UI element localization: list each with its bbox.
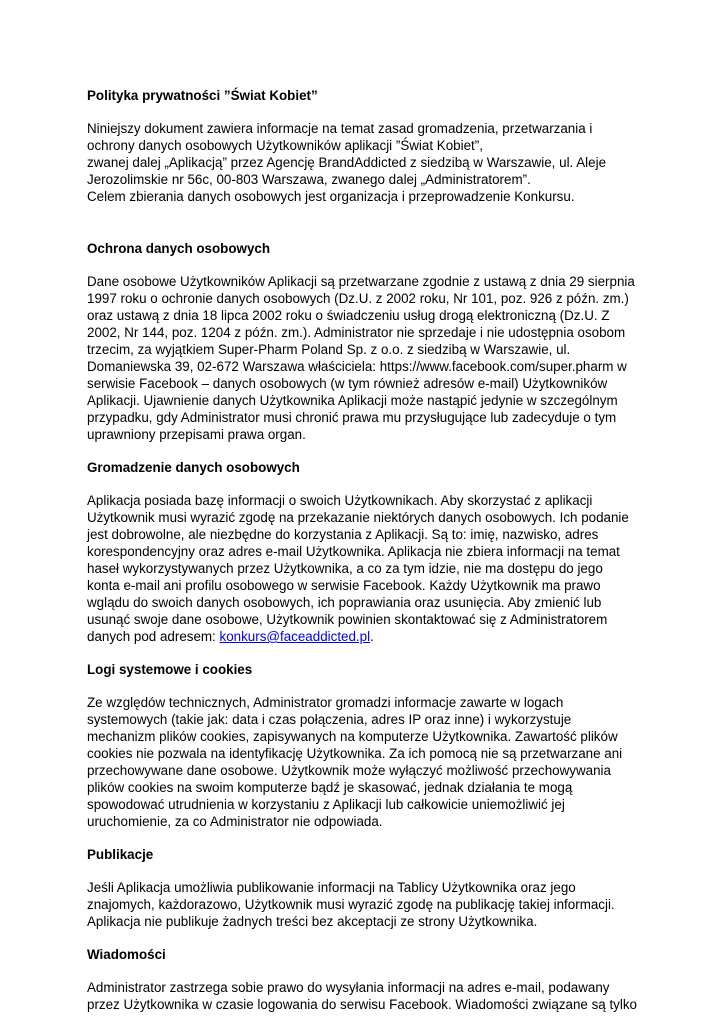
document-page [87,87,647,1013]
section-publikacje [87,846,647,930]
section-gromadzenie [87,459,647,645]
paragraph-line: jest dobrowolne, ale niezbędne do korzystania z Aplikacji. Są to: imię, nazwisko, adres [87,527,599,542]
paragraph-line: Jeśli Aplikacja umożliwia publikowanie informacji na Tablicy Użytkownika oraz jego [87,880,576,895]
section-heading: Ochrona danych osobowych [87,241,271,256]
paragraph-line: przypadku, gdy Administrator musi chronić prawa mu przysługujące lub zadecyduje o tym [87,410,617,425]
intro-line: zwanej dalej „Aplikacją” przez Agencję BrandAddicted z siedzibą w Warszawie, ul. Aleje [87,155,607,170]
paragraph-line: Ze względów technicznych, Administrator gromadzi informacje zawarte w logach [87,695,564,710]
intro-line: Niniejszy dokument zawiera informacje na temat zasad gromadzenia, przetwarzania i [87,121,593,136]
paragraph-line: znajomych, każdorazowo, Użytkownik musi wyrazić zgodę na publikację takiej informacji. [87,897,615,912]
paragraph-line: trzecim, za wyjątkiem Super-Pharm Poland Sp. z o.o. z siedzibą w Warszawie, ul. [87,342,571,357]
paragraph-line-with-email [87,628,647,645]
paragraph-line: konta e-mail ani profilu osobowego w serwisie Facebook. Każdy Użytkownik ma prawo [87,578,601,593]
paragraph-line: Użytkownik musi wyrazić zgodę na przekazanie niektórych danych osobowych. Ich podanie [87,510,629,525]
email-prefix: danych pod adresem: [87,629,220,644]
paragraph-line: haseł wykorzystywanych przez Użytkownika, a co za tym idzie, nie ma dostępu do jego [87,561,603,576]
paragraph-line: Aplikacji. Ujawnienie danych Użytkownika Aplikacji może nastąpić jedynie w szczególnym [87,393,618,408]
paragraph-line: Aplikacja posiada bazę informacji o swoich Użytkownikach. Aby skorzystać z aplikacji [87,493,593,508]
paragraph-line: Administrator zastrzega sobie prawo do wysyłania informacji na adres e-mail, podawany [87,980,610,995]
paragraph-line: oraz ustawą z dnia 18 lipca 2002 roku o świadczeniu usług drogą elektroniczną (Dz.U. Z [87,308,610,323]
paragraph-line: usunąć swoje dane osobowe, Użytkownik powinien skontaktować się z Administratorem [87,612,608,627]
paragraph-line: przez Użytkownika w czasie logowania do serwisu Facebook. Wiadomości związane są tylko [87,997,637,1012]
paragraph-line: cookies nie pozwala na identyfikację Użytkownika. Za ich pomocą nie są przetwarzane ani [87,746,623,761]
intro-line: ochrony danych osobowych Użytkowników aplikacji ”Świat Kobiet”, [87,138,483,153]
email-suffix: . [370,629,374,644]
paragraph-line: wglądu do swoich danych osobowych, ich poprawiania oraz usunięcia. Aby zmienić lub [87,595,602,610]
paragraph-line: 1997 roku o ochronie danych osobowych (Dz.U. z 2002 roku, Nr 101, poz. 926 z późn. zm.) [87,291,629,306]
paragraph-line: korespondencyjny oraz adres e-mail Użytkownika. Aplikacja nie zbiera informacji na temat [87,544,620,559]
intro-line: Celem zbierania danych osobowych jest organizacja i przeprowadzenie Konkursu. [87,189,575,204]
section-logi [87,661,647,830]
paragraph-line: Domaniewska 39, 02-672 Warszawa właściciela: https://www.facebook.com/super.pharm w [87,359,627,374]
paragraph-line: Aplikacja nie publikuje żadnych treści bez akceptacji ze strony Użytkownika. [87,914,538,929]
paragraph-line: uprawniony przepisami prawa organ. [87,427,306,442]
paragraph-line: systemowych (takie jak: data i czas połączenia, adres IP oraz inne) i wykorzystuje [87,712,572,727]
paragraph-line: przechowywane dane osobowe. Użytkownik może wyłączyć możliwość przechowywania [87,763,611,778]
paragraph-line: Dane osobowe Użytkowników Aplikacji są przetwarzane zgodnie z ustawą z dnia 29 sierpnia [87,274,635,289]
paragraph-line: mechanizm plików cookies, zapisywanych na komputerze Użytkownika. Zawartość plików [87,729,618,744]
section-heading: Wiadomości [87,947,166,962]
paragraph-line: plików cookies na swoim komputerze bądź je skasować, jednak działania te mogą [87,780,573,795]
intro-paragraph [87,120,647,205]
paragraph-line: uruchomienie, za co Administrator nie odpowiada. [87,814,383,829]
paragraph-line: spowodować utrudnienia w korzystaniu z Aplikacji lub całkowicie uniemożliwić jej [87,797,565,812]
intro-line: Jerozolimskie nr 56c, 00-803 Warszawa, zwanego dalej „Administratorem”. [87,172,531,187]
section-ochrona [87,240,647,443]
document-title: Polityka prywatności ”Świat Kobiet” [87,88,318,103]
paragraph-line: serwisie Facebook – danych osobowych (w tym również adresów e-mail) Użytkowników [87,376,608,391]
section-heading: Logi systemowe i cookies [87,662,253,677]
email-link[interactable]: konkurs@faceaddicted.pl [219,629,371,644]
section-heading: Publikacje [87,847,154,862]
paragraph-line: 2002, Nr 144, poz. 1204 z późn. zm.). Administrator nie sprzedaje i nie udostępnia osobom [87,325,626,340]
section-heading: Gromadzenie danych osobowych [87,460,300,475]
section-wiadomosci [87,946,647,1013]
